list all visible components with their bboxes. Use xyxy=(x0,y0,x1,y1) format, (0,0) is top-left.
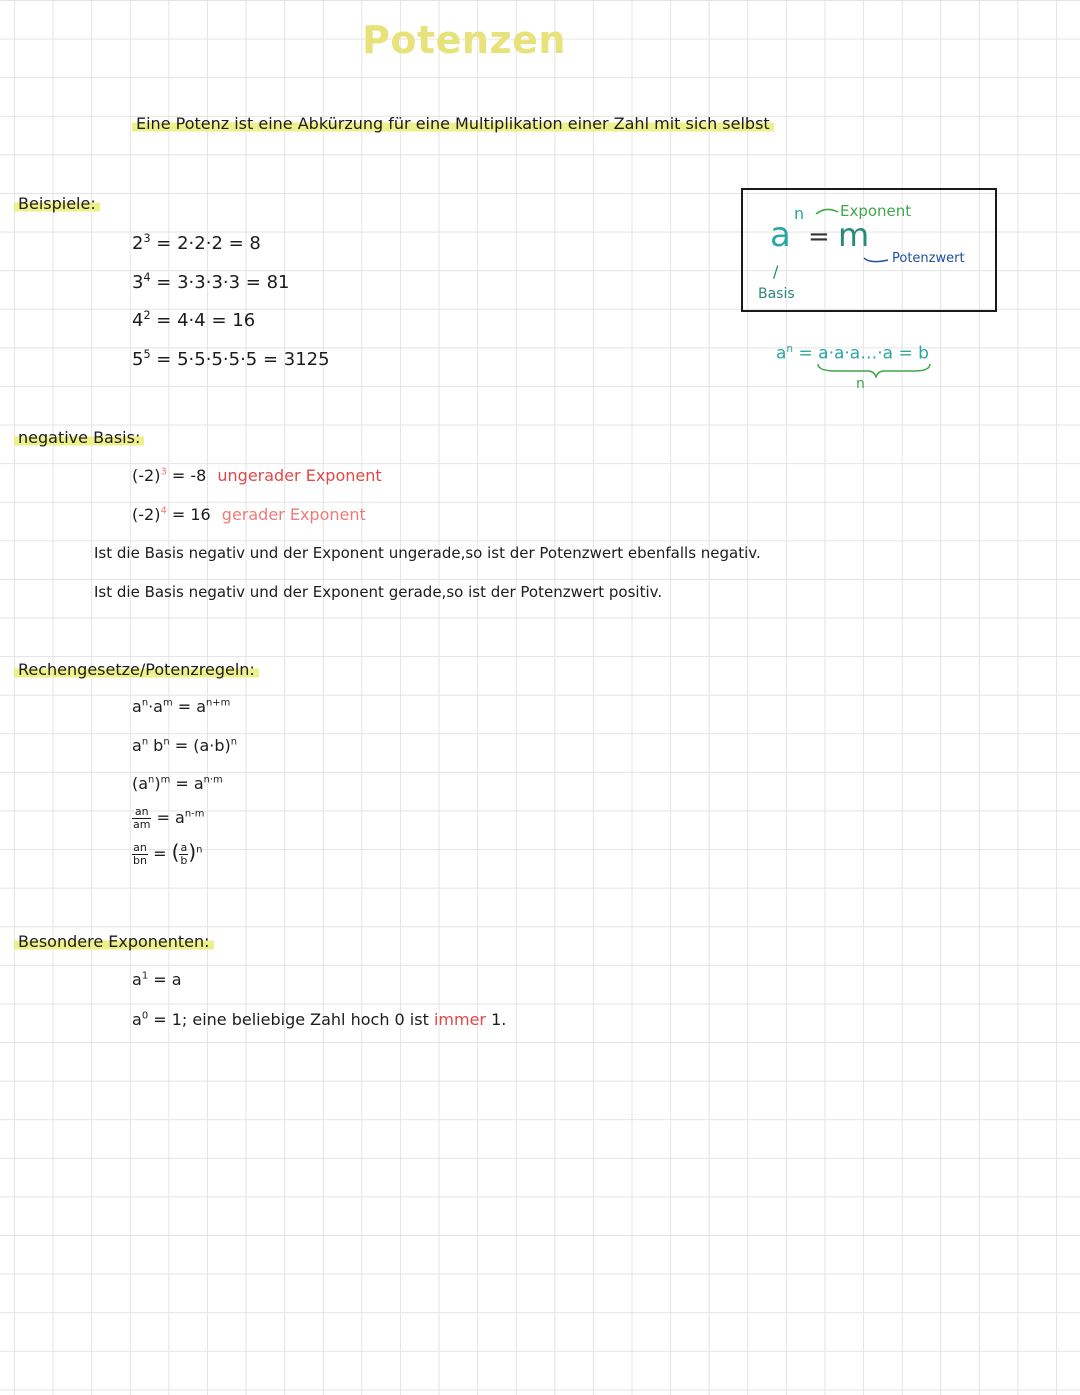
rule-2: $a^n$ $b^n = (a\cdot b)^n$ xyxy=(132,736,238,755)
definition-highlight: Eine Potenz ist eine Abkürzung für eine Multiplikation einer Zahl mit sich selbst xyxy=(132,114,774,133)
rule-4: $\frac{an}{am}$ = $a^{n-m}$ xyxy=(133,805,205,831)
expansion-formula: $a^n$ = a·a·a…·a = b xyxy=(776,343,929,364)
diagram-base: a xyxy=(770,215,791,255)
definition-text xyxy=(132,114,774,133)
negative-base-heading: negative Basis: xyxy=(14,428,144,447)
negative-rule-1: Ist die Basis negativ und der Exponent ungerade,so ist der Potenzwert ebenfalls negativ. xyxy=(94,544,761,562)
rule-3: $(a^n)^m = a^{n\cdot m}$ xyxy=(132,774,223,793)
page-title: Potenzen xyxy=(362,18,566,62)
rule-5-inner-fraction: $\frac{a}{b}$ xyxy=(180,841,188,867)
diagram-exponent-label: Exponent xyxy=(840,202,912,220)
negative-example-2: $(-2)^4 = 16$ gerader Exponent xyxy=(132,505,366,524)
example-3: $4^2 = 4\cdot 4 = 16$ xyxy=(132,309,256,331)
expansion-brace-label: n xyxy=(856,376,865,392)
diagram-value: m xyxy=(838,216,870,254)
rule-4-fraction: $\frac{an}{am}$ xyxy=(133,805,151,831)
negative-example-1: $(-2)^3 = -8$ ungerader Exponent xyxy=(132,466,382,485)
diagram-equals: = xyxy=(808,222,830,252)
diagram-base-label: Basis xyxy=(758,286,795,302)
negative-rule-2: Ist die Basis negativ und der Exponent gerade,so ist der Potenzwert positiv. xyxy=(94,583,663,601)
special-1: $a^1 = a$ xyxy=(132,970,182,989)
examples-heading: Beispiele: xyxy=(14,194,100,213)
special-heading: Besondere Exponenten: xyxy=(14,932,214,951)
expansion-brace xyxy=(816,362,936,378)
example-4: $5^5 = 5\cdot 5\cdot 5\cdot 5\cdot 5 = 3125$ xyxy=(132,348,330,370)
rule-1: $a^n\cdot a^m = a^{n+m}$ xyxy=(132,697,231,716)
example-1: $2^3 = 2\cdot 2\cdot 2 = 8$ xyxy=(132,232,261,254)
rule-5: $\frac{an}{bn}$ = ( $\frac{a}{b}$ )$^n$ xyxy=(133,840,203,867)
example-2: $3^4 = 3\cdot 3\cdot 3\cdot 3 = 81$ xyxy=(132,271,290,293)
diagram-powervalue-label: Potenzwert xyxy=(892,251,965,266)
diagram-slash: / xyxy=(773,262,779,281)
rule-5-fraction: $\frac{an}{bn}$ xyxy=(133,841,147,867)
special-2: $a^0 = 1$; eine beliebige Zahl hoch 0 ist immer 1. xyxy=(132,1010,507,1029)
diagram-connectors xyxy=(800,200,900,270)
rules-heading: Rechengesetze/Potenzregeln: xyxy=(14,660,259,679)
diagram-exp: n xyxy=(794,204,805,223)
